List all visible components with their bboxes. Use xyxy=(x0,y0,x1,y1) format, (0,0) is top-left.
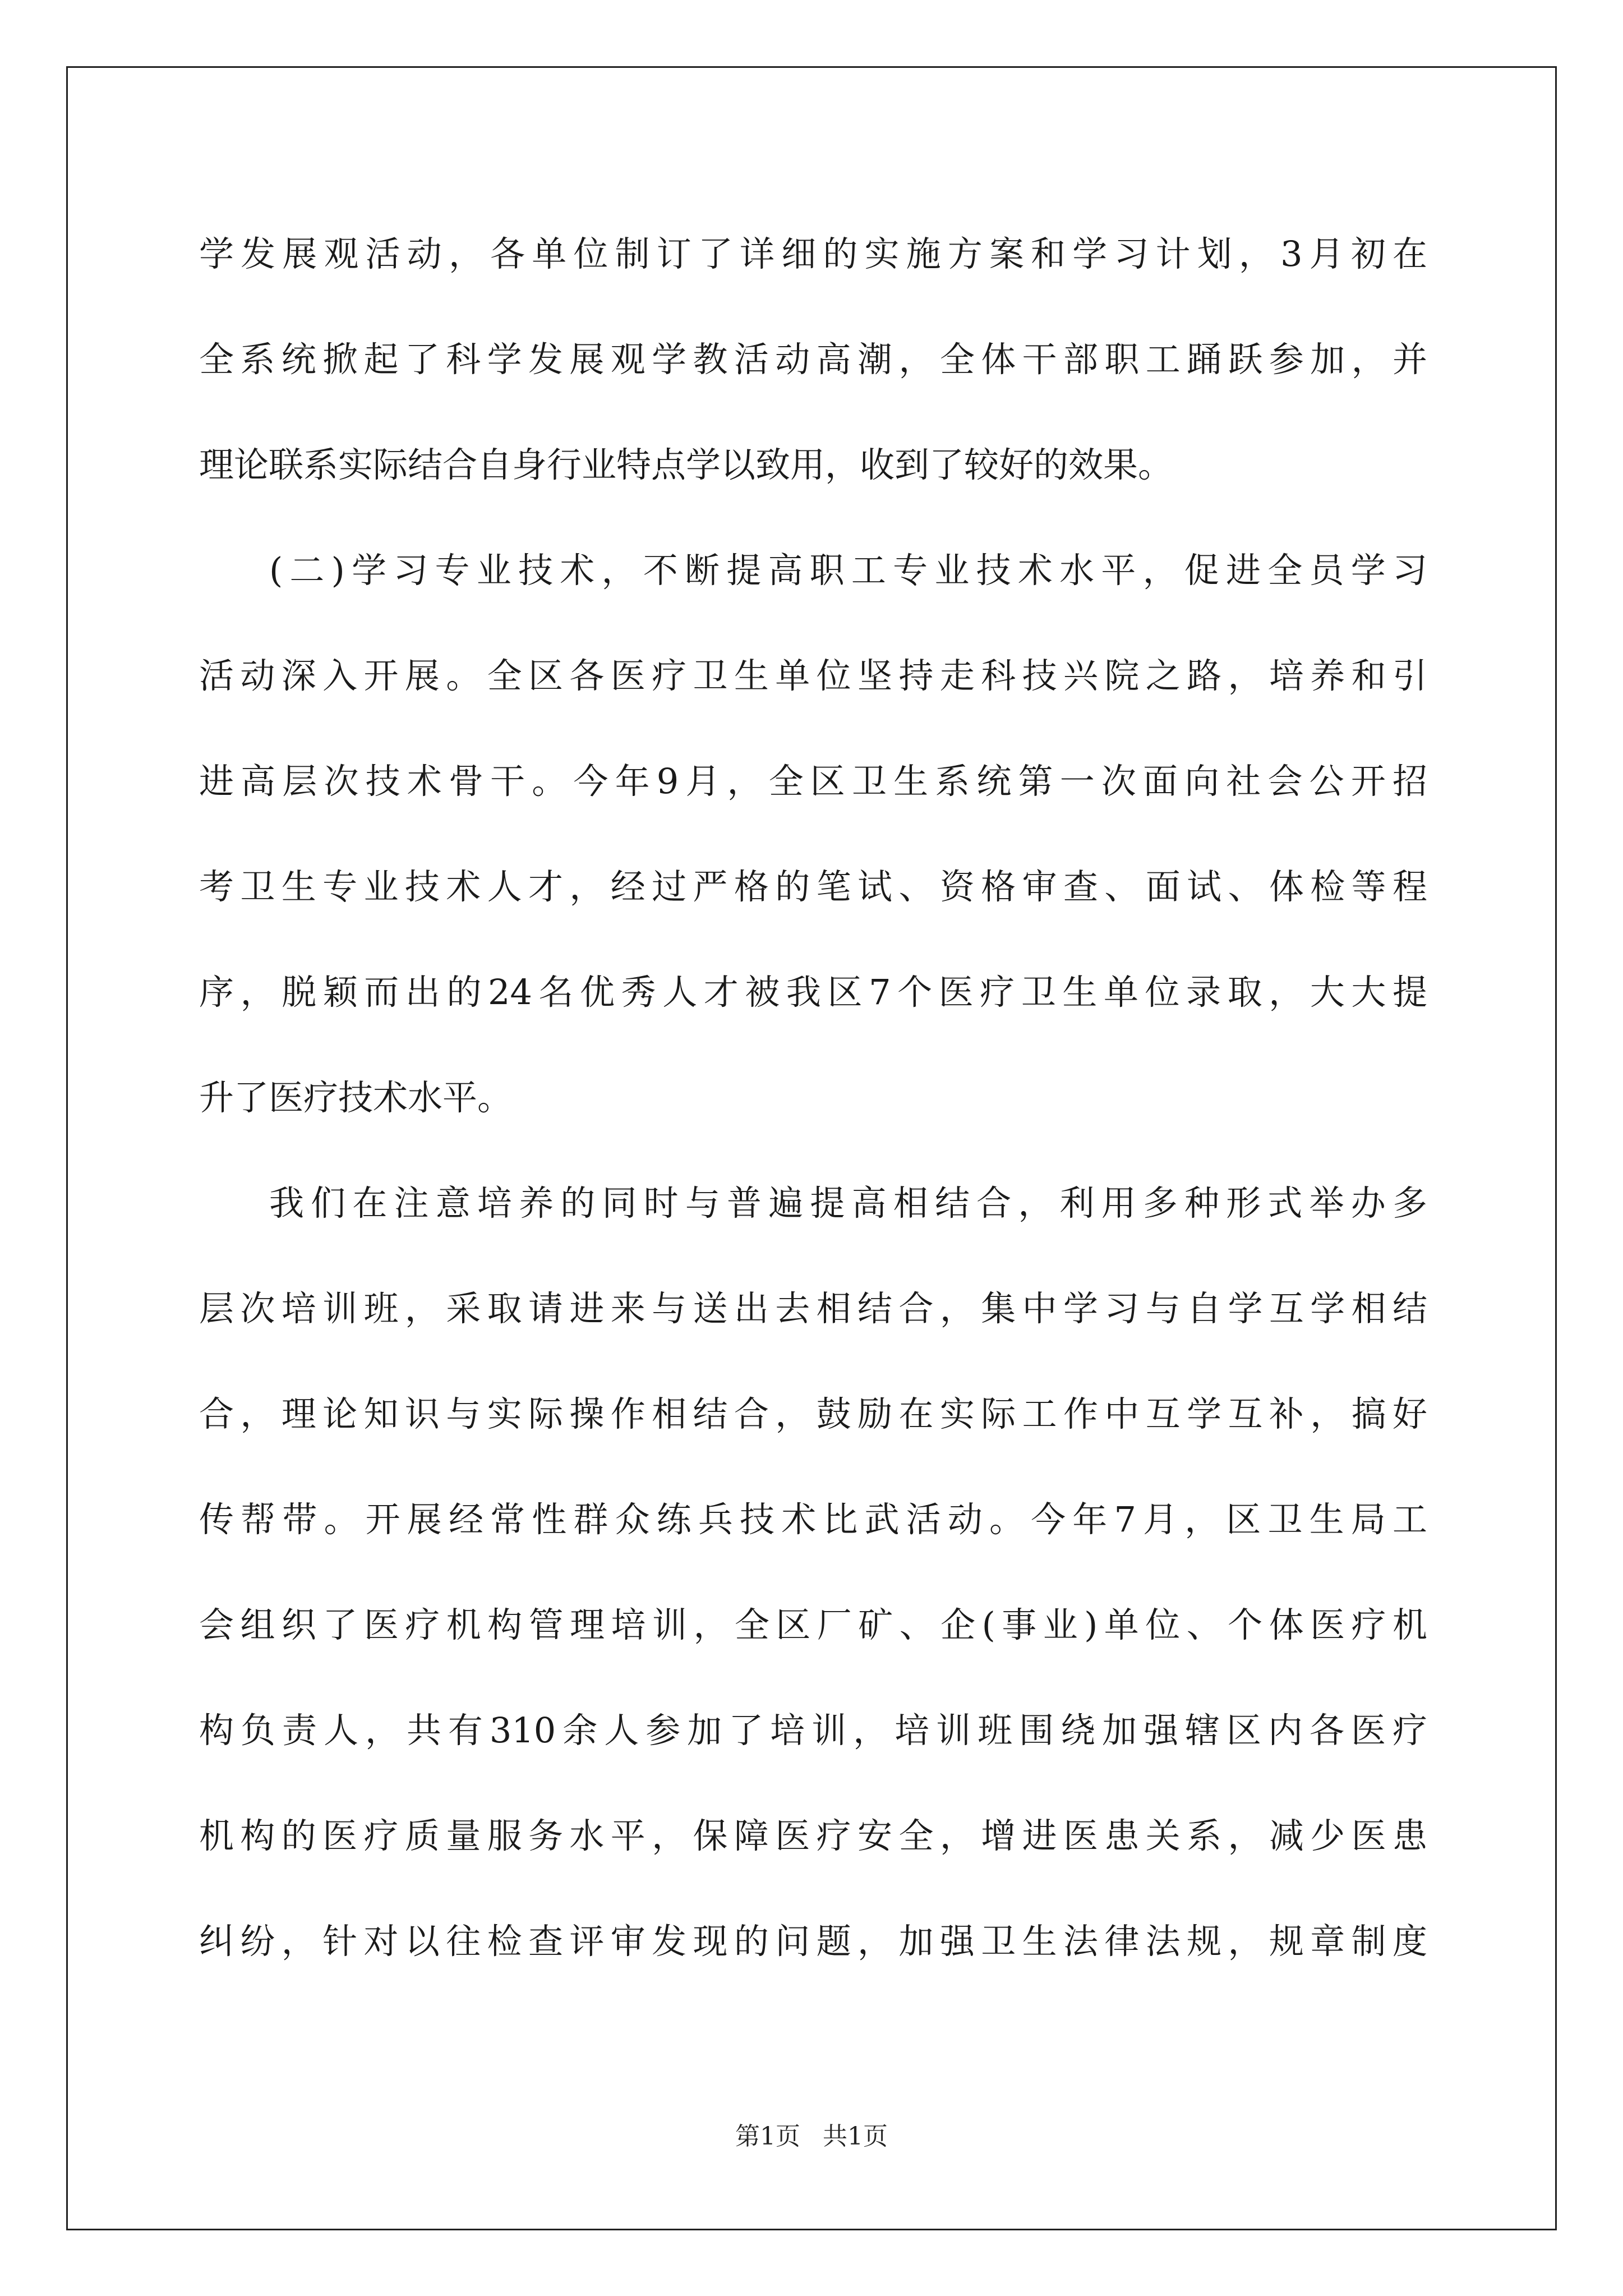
text-line: 传帮带。开展经常性群众练兵技术比武活动。今年7月，区卫生局工 xyxy=(199,1499,1427,1540)
text-line: 合，理论知识与实际操作相结合，鼓励在实际工作中互学互补，搞好 xyxy=(199,1393,1427,1434)
text-line: 构负责人，共有310余人参加了培训，培训班围绕加强辖区内各医疗 xyxy=(199,1710,1427,1751)
page-total: 共1页 xyxy=(823,2122,888,2151)
text-line: 会组织了医疗机构管理培训，全区厂矿、企(事业)单位、个体医疗机 xyxy=(199,1604,1427,1645)
text-line: 升了医疗技术水平。 xyxy=(199,1077,513,1118)
text-line: 全系统掀起了科学发展观学教活动高潮，全体干部职工踊跃参加，并 xyxy=(199,339,1427,380)
text-line: 学发展观活动，各单位制订了详细的实施方案和学习计划，3月初在 xyxy=(199,233,1427,274)
text-line: 考卫生专业技术人才，经过严格的笔试、资格审查、面试、体检等程 xyxy=(199,866,1427,907)
paragraph-start-line: (二)学习专业技术，不断提高职工专业技术水平，促进全员学习 xyxy=(269,550,1427,591)
text-line: 机构的医疗质量服务水平，保障医疗安全，增进医患关系，减少医患 xyxy=(199,1815,1427,1856)
page-footer xyxy=(0,2116,1623,2152)
text-line: 序，脱颖而出的24名优秀人才被我区7个医疗卫生单位录取，大大提 xyxy=(199,972,1427,1013)
text-line: 理论联系实际结合自身行业特点学以致用，收到了较好的效果。 xyxy=(199,444,1173,485)
text-line: 进高层次技术骨干。今年9月，全区卫生系统第一次面向社会公开招 xyxy=(199,761,1427,802)
page-number: 第1页 xyxy=(735,2122,800,2151)
text-line: 层次培训班，采取请进来与送出去相结合，集中学习与自学互学相结 xyxy=(199,1288,1427,1329)
text-line: 活动深入开展。全区各医疗卫生单位坚持走科技兴院之路，培养和引 xyxy=(199,655,1427,696)
text-line: 纠纷，针对以往检查评审发现的问题，加强卫生法律法规，规章制度 xyxy=(199,1921,1427,1962)
paragraph-start-line: 我们在注意培养的同时与普遍提高相结合，利用多种形式举办多 xyxy=(269,1182,1427,1223)
